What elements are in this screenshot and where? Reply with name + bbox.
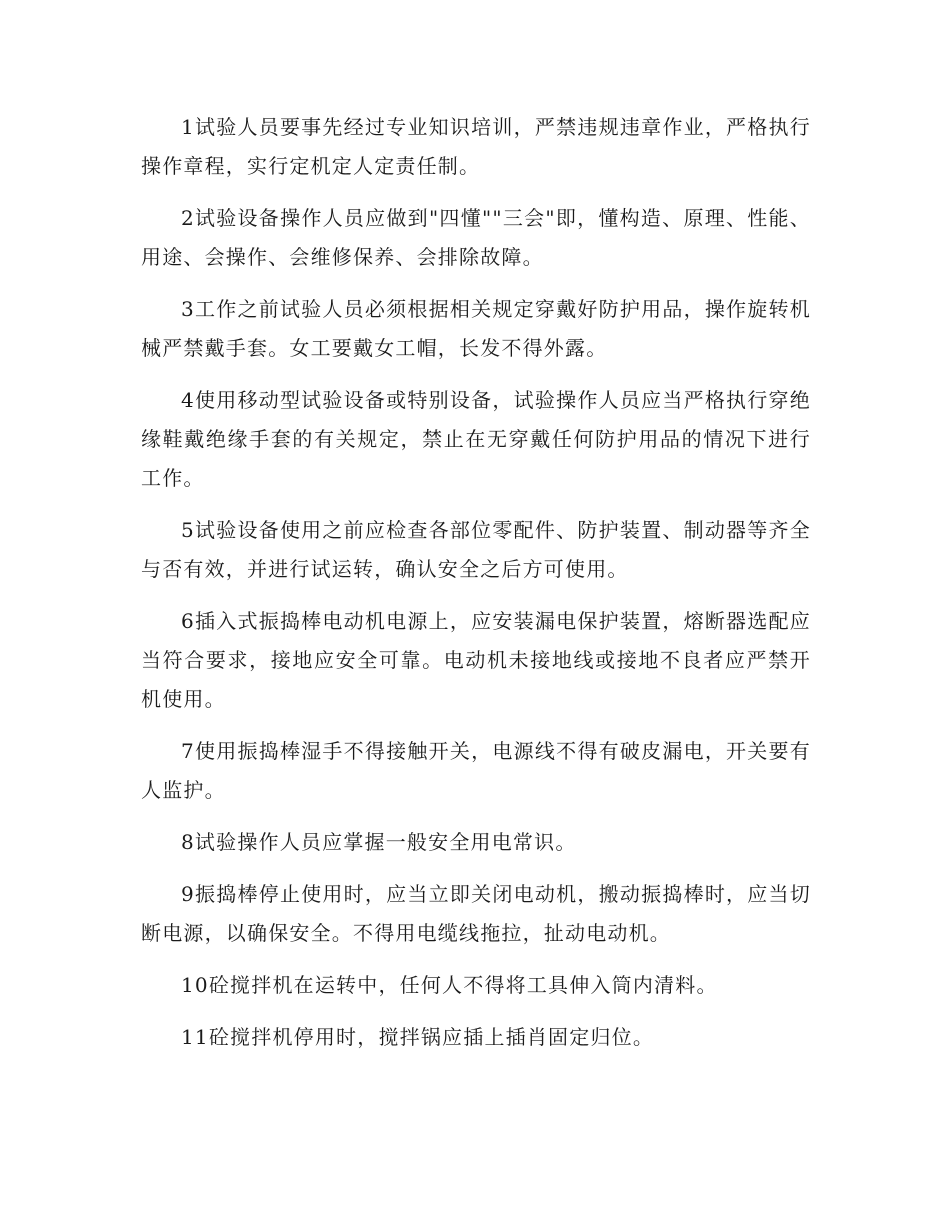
rule-paragraph-4: 4使用移动型试验设备或特别设备，试验操作人员应当严格执行穿绝缘鞋戴绝缘手套的有关规定，禁止在无穿戴任何防护用品的情况下进行工作。 (141, 388, 811, 490)
rule-paragraph-5: 5试验设备使用之前应检查各部位零配件、防护装置、制动器等齐全与否有效，并进行试运转，确认安全之后方可使用。 (141, 518, 811, 581)
rule-paragraph-9: 9振捣棒停止使用时，应当立即关闭电动机，搬动振捣棒时，应当切断电源，以确保安全。不得用电缆线拖拉，扯动电动机。 (141, 882, 811, 945)
rule-paragraph-8: 8试验操作人员应掌握一般安全用电常识。 (181, 830, 577, 854)
rule-paragraph-11: 11砼搅拌机停用时，搅拌锅应插上插肖固定归位。 (181, 1025, 655, 1049)
rule-paragraph-10: 10砼搅拌机在运转中，任何人不得将工具伸入筒内清料。 (181, 973, 718, 997)
rule-paragraph-3: 3工作之前试验人员必须根据相关规定穿戴好防护用品，操作旋转机械严禁戴手套。女工要戴女工帽，长发不得外露。 (141, 297, 811, 360)
rule-paragraph-6: 6插入式振捣棒电动机电源上，应安装漏电保护装置，熔断器选配应当符合要求，接地应安全可靠。电动机未接地线或接地不良者应严禁开机使用。 (141, 609, 811, 711)
rule-paragraph-1: 1试验人员要事先经过专业知识培训，严禁违规违章作业，严格执行操作章程，实行定机定人定责任制。 (141, 115, 811, 178)
rule-paragraph-2: 2试验设备操作人员应做到"四懂""三会"即，懂构造、原理、性能、用途、会操作、会维修保养、会排除故障。 (141, 206, 811, 269)
rule-paragraph-7: 7使用振捣棒湿手不得接触开关，电源线不得有破皮漏电，开关要有人监护。 (141, 739, 811, 802)
document-body (141, 108, 811, 1070)
